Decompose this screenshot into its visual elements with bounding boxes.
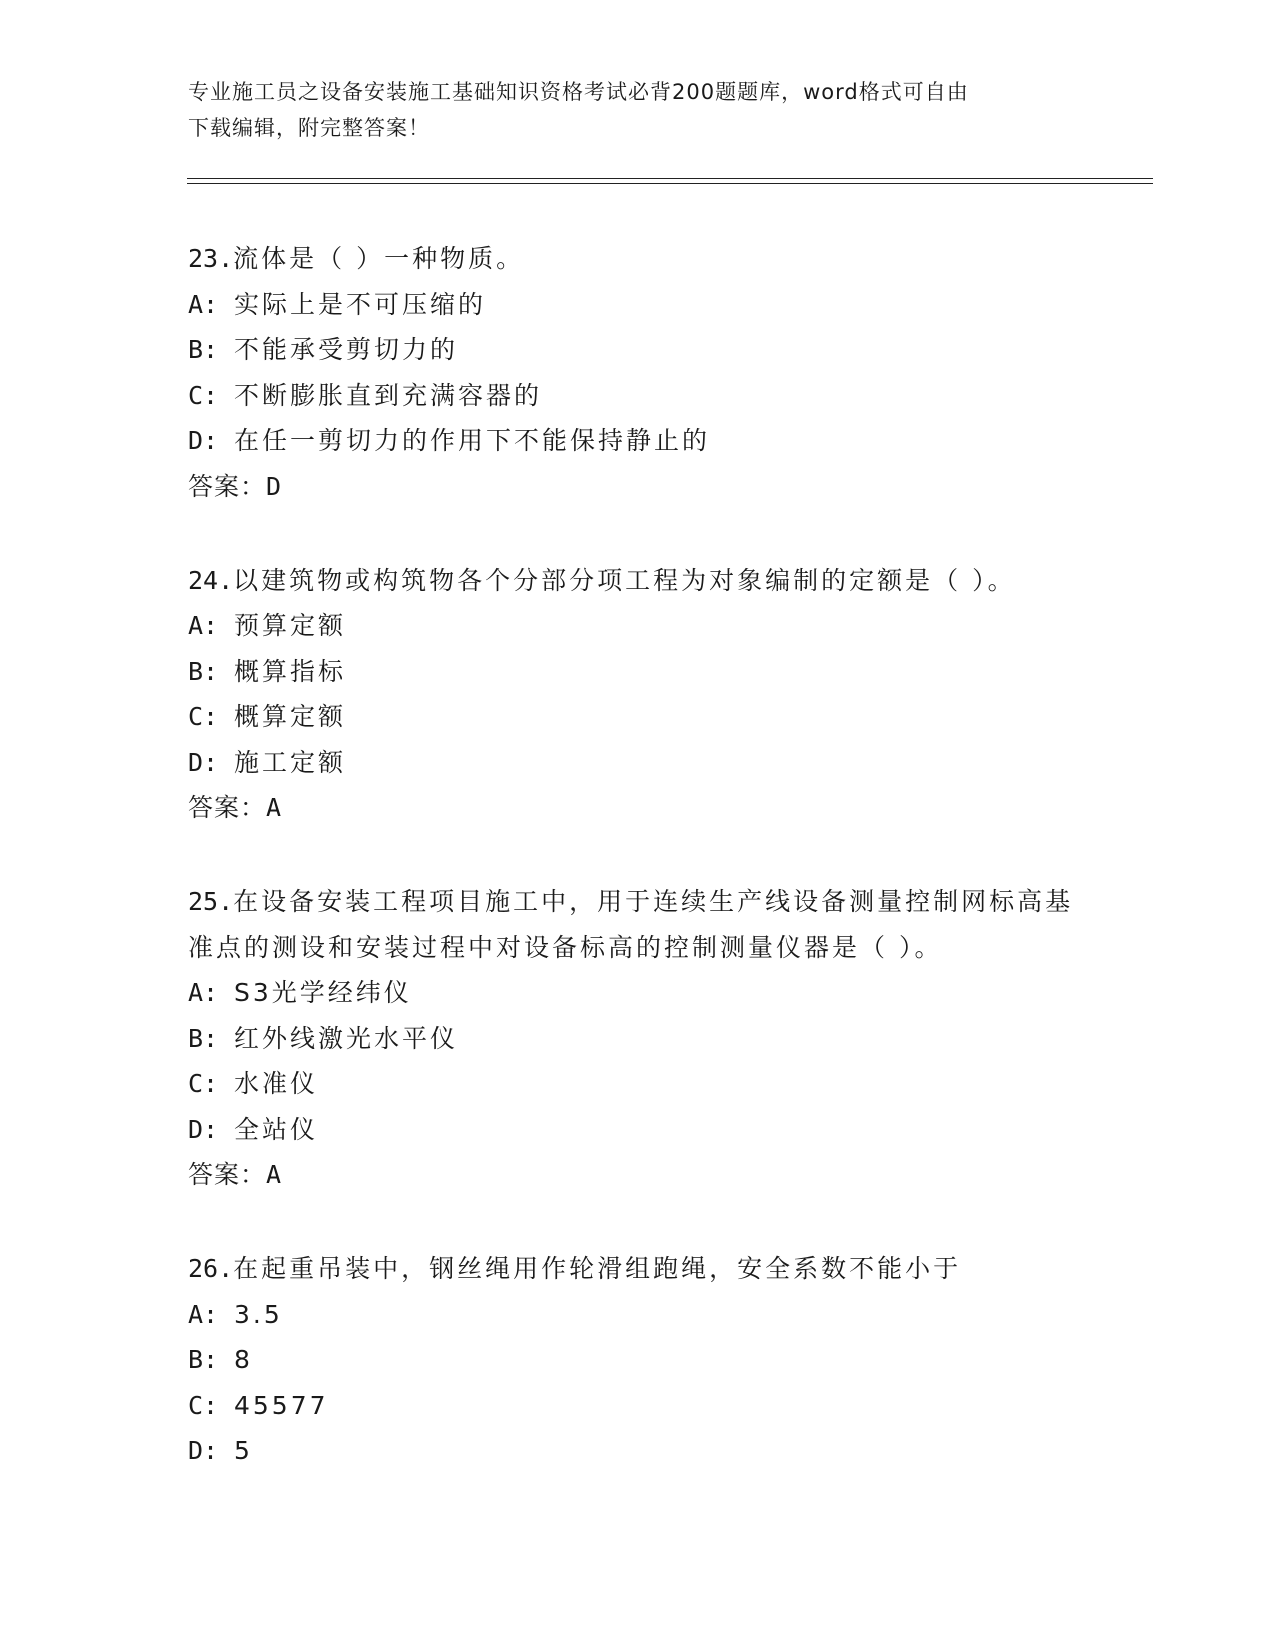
- header-divider-top: [187, 178, 1153, 179]
- answer-line: [188, 464, 1088, 510]
- option-text: 3.5: [234, 1299, 283, 1329]
- option-text: 5: [234, 1436, 253, 1465]
- option-text: 在任一剪切力的作用下不能保持静止的: [234, 426, 711, 455]
- option-letter: A:: [188, 1299, 219, 1329]
- header-line-1: 专业施工员之设备安装施工基础知识资格考试必背200题题库，word格式可自由: [188, 80, 969, 104]
- option-letter: C:: [188, 380, 219, 410]
- option-text: S3光学经纬仪: [234, 978, 412, 1007]
- option-text: 概算指标: [234, 656, 347, 686]
- option-text: 45577: [234, 1390, 329, 1420]
- option-c: [188, 1061, 1088, 1107]
- option-letter: D:: [188, 426, 219, 455]
- option-text: 全站仪: [234, 1114, 319, 1144]
- option-b: [188, 327, 1088, 373]
- option-d: [188, 1107, 1088, 1153]
- question-text: 在起重吊装中，钢丝绳用作轮滑组跑绳，安全系数不能小于: [233, 1254, 962, 1283]
- option-d: [188, 1428, 1088, 1474]
- option-text: 实际上是不可压缩的: [234, 289, 487, 319]
- option-letter: B:: [188, 335, 219, 364]
- option-letter: A:: [188, 978, 219, 1007]
- option-a: [188, 603, 1088, 649]
- option-a: [188, 282, 1088, 328]
- option-letter: D:: [188, 1436, 219, 1465]
- question-text: 流体是（ ）一种物质。: [233, 244, 525, 273]
- question-number: 24.: [188, 565, 234, 595]
- option-letter: D:: [188, 1114, 219, 1144]
- option-c: [188, 1383, 1088, 1429]
- answer-value: A: [266, 793, 282, 822]
- answer-value: A: [266, 1160, 282, 1189]
- option-text: 不断膨胀直到充满容器的: [234, 380, 543, 410]
- question-number: 25.: [188, 887, 234, 916]
- question-number: 26.: [188, 1254, 234, 1283]
- option-text: 预算定额: [234, 611, 347, 640]
- question-stem: [188, 236, 1088, 282]
- question-25: [188, 879, 1088, 1198]
- option-letter: A:: [188, 289, 219, 319]
- header-divider-bottom: [187, 183, 1153, 184]
- option-letter: B:: [188, 1345, 219, 1374]
- option-b: [188, 649, 1088, 695]
- answer-label: 答案：: [188, 793, 267, 822]
- question-stem: [188, 879, 1088, 970]
- option-letter: D:: [188, 747, 219, 777]
- answer-line: [188, 785, 1088, 831]
- option-text: 红外线激光水平仪: [234, 1023, 459, 1053]
- option-c: [188, 694, 1088, 740]
- question-23: [188, 236, 1088, 510]
- answer-line: [188, 1152, 1088, 1198]
- option-b: [188, 1016, 1088, 1062]
- option-d: [188, 740, 1088, 786]
- option-letter: A:: [188, 611, 219, 640]
- option-b: [188, 1337, 1088, 1383]
- option-letter: C:: [188, 702, 219, 731]
- option-a: [188, 970, 1088, 1016]
- question-list: [188, 236, 1088, 1522]
- option-letter: C:: [188, 1069, 219, 1098]
- option-letter: B:: [188, 656, 219, 686]
- question-stem: [188, 1246, 1088, 1292]
- question-stem: [188, 558, 1088, 604]
- question-24: [188, 558, 1088, 832]
- option-text: 水准仪: [234, 1069, 319, 1098]
- option-text: 施工定额: [234, 747, 347, 777]
- option-a: [188, 1292, 1088, 1338]
- option-d: [188, 418, 1088, 464]
- option-c: [188, 373, 1088, 419]
- answer-value: D: [266, 471, 282, 501]
- option-letter: B:: [188, 1023, 219, 1053]
- option-letter: C:: [188, 1390, 219, 1420]
- question-text: 以建筑物或构筑物各个分部分项工程为对象编制的定额是（ ）。: [233, 565, 1016, 595]
- answer-label: 答案：: [188, 471, 267, 501]
- option-text: 概算定额: [234, 702, 347, 731]
- question-26: [188, 1246, 1088, 1474]
- option-text: 8: [234, 1345, 253, 1374]
- answer-label: 答案：: [188, 1160, 267, 1189]
- header-line-2: 下载编辑，附完整答案！: [188, 116, 430, 140]
- question-text: 在设备安装工程项目施工中，用于连续生产线设备测量控制网标高基准点的测设和安装过程中对设备标高的控制测量仪器是（ ）。: [188, 887, 1074, 962]
- option-text: 不能承受剪切力的: [234, 335, 459, 364]
- question-number: 23.: [188, 244, 234, 273]
- document-header: [188, 74, 1088, 146]
